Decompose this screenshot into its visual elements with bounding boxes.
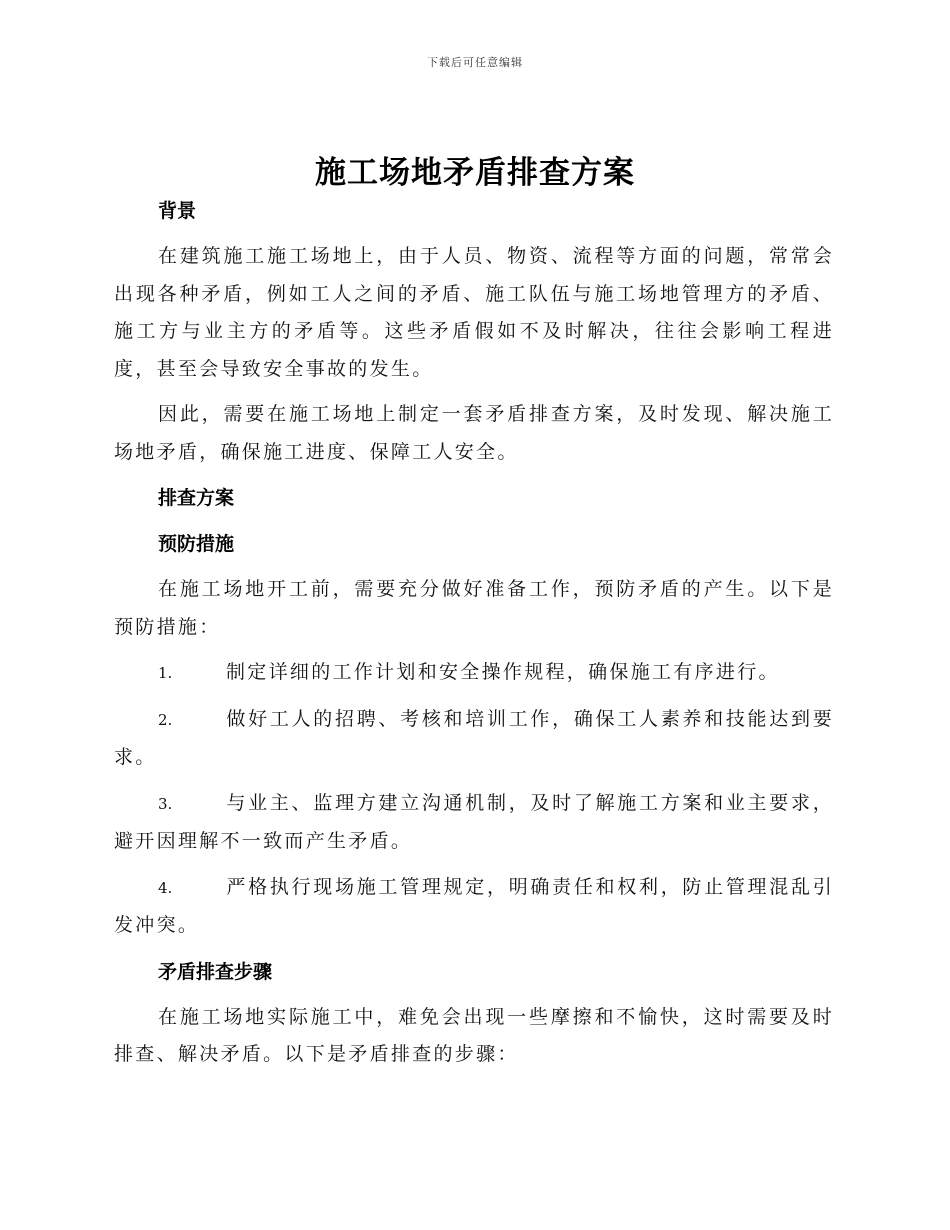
list-item-number: 3. (158, 794, 173, 813)
list-item (114, 701, 834, 777)
list-item (114, 785, 834, 861)
list-item-text: 严格执行现场施工管理规定，明确责任和权利，防止管理混乱引发冲突。 (114, 875, 834, 936)
paragraph-steps-intro: 在施工场地实际施工中，难免会出现一些摩擦和不愉快，这时需要及时排查、解决矛盾。以下是矛盾排查的步骤： (114, 1005, 834, 1065)
heading-background: 背景 (158, 200, 197, 222)
paragraph-background-1: 在建筑施工施工场地上，由于人员、物资、流程等方面的问题，常常会出现各种矛盾，例如工人之间的矛盾、施工队伍与施工场地管理方的矛盾、施工方与业主方的矛盾等。这些矛盾假如不及时解决，往往会影响工程进度，甚至会导致安全事故的发生。 (114, 245, 834, 380)
heading-plan: 排查方案 (158, 487, 235, 509)
list-item-text: 做好工人的招聘、考核和培训工作，确保工人素养和技能达到要求。 (114, 707, 834, 768)
list-item (114, 869, 834, 945)
list-item-number: 1. (158, 664, 173, 682)
paragraph-background-2: 因此，需要在施工场地上制定一套矛盾排查方案，及时发现、解决施工场地矛盾，确保施工进度、保障工人安全。 (114, 403, 834, 463)
list-item-text: 与业主、监理方建立沟通机制，及时了解施工方案和业主要求，避开因理解不一致而产生矛盾。 (114, 791, 834, 852)
heading-prevention: 预防措施 (158, 533, 235, 555)
list-item-text: 制定详细的工作计划和安全操作规程，确保施工有序进行。 (226, 661, 780, 683)
list-item-number: 2. (158, 710, 173, 729)
document-body (114, 192, 834, 1082)
document-title: 施工场地矛盾排查方案 (315, 155, 635, 191)
list-item-number: 4. (158, 878, 173, 897)
header-note: 下载后可任意编辑 (427, 56, 523, 69)
heading-steps: 矛盾排查步骤 (158, 960, 273, 983)
list-item (114, 654, 834, 693)
paragraph-prevention-intro: 在施工场地开工前，需要充分做好准备工作，预防矛盾的产生。以下是预防措施： (114, 578, 834, 638)
